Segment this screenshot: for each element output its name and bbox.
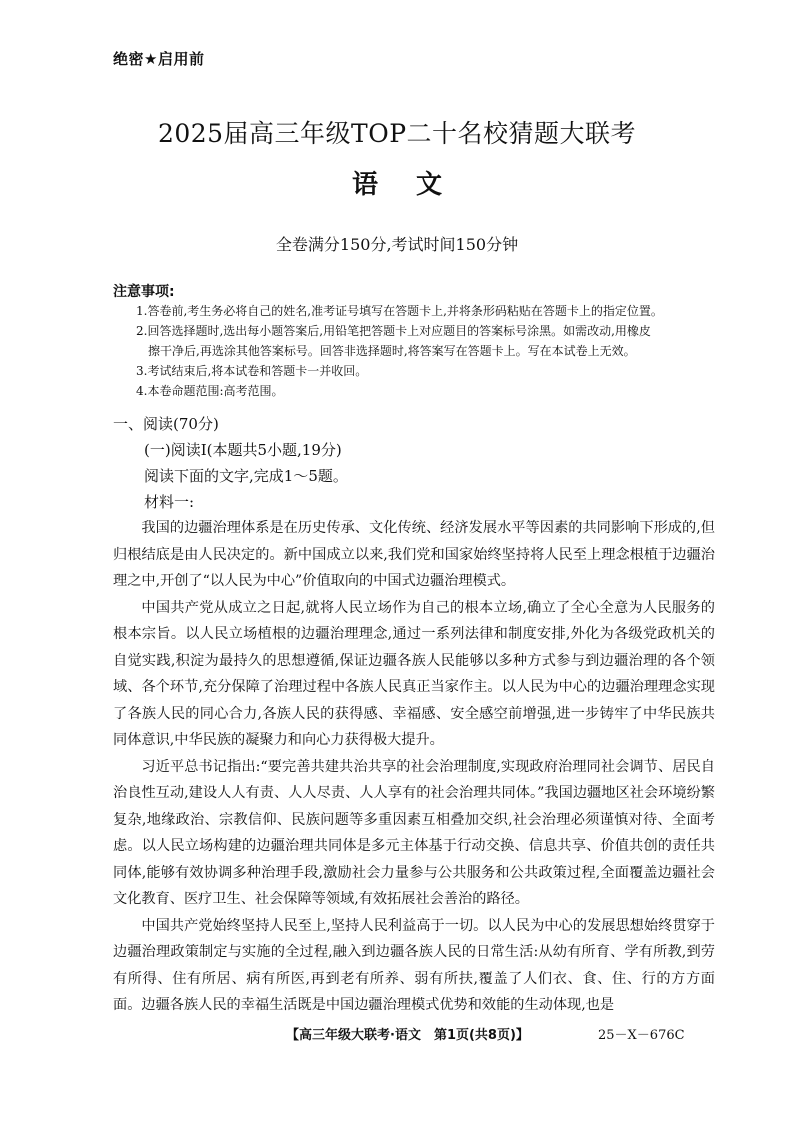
notice-list	[136, 301, 736, 401]
exam-title: 2025届高三年级TOP二十名校猜题大联考	[157, 119, 637, 148]
section-heading: 一、阅读(70分)	[113, 415, 219, 433]
notice-item-continued: 擦干净后,再选涂其他答案标号。回答非选择题时,将答案写在答题卡上。写在本试卷上无效。	[148, 344, 636, 358]
notice-item: 4.本卷命题范围:高考范围。	[136, 384, 284, 398]
footer-exam-code: 25－X－676C	[598, 1028, 685, 1043]
paragraph: 中国共产党始终坚持人民至上,坚持人民利益高于一切。以人民为中心的发展思想始终贯穿于边疆治理政策制定与实施的全过程,融入到边疆各族人民的日常生活:从幼有所育、学有所教,到劳有所得、住有所居、病有所医,再到老有所养、弱有所扶,覆盖了人们衣、食、住、行的方方面面。边疆各族人民的幸福生活既是中国边疆治理模式优势和效能的生动体现,也是	[113, 917, 715, 1013]
reading-instruction: 阅读下面的文字,完成1～5题。	[144, 467, 348, 485]
paragraph: 习近平总书记指出:“要完善共建共治共享的社会治理制度,实现政府治理同社会调节、居民自治良性互动,建设人人有责、人人尽责、人人享有的社会治理共同体。”我国边疆地区社会环境纷繁复杂,地缘政治、宗教信仰、民族问题等多重因素互相叠加交织,社会治理必须谨慎对待、全面考虑。以人民立场构建的边疆治理共同体是多元主体基于行动交换、信息共享、价值共创的责任共同体,能够有效协调多种治理手段,激励社会力量参与公共服务和公共政策过程,全面覆盖边疆社会文化教育、医疗卫生、社会保障等领域,有效拓展社会善治的路径。	[113, 758, 715, 907]
notice-heading: 注意事项:	[113, 284, 175, 300]
material-label: 材料一:	[144, 493, 195, 511]
paragraph: 我国的边疆治理体系是在历史传承、文化传统、经济发展水平等因素的共同影响下形成的,但归根结底是由人民决定的。新中国成立以来,我们党和国家始终坚持将人民至上理念根植于边疆治理之中,开创了“以人民为中心”价值取向的中国式边疆治理模式。	[113, 520, 715, 589]
score-time-info: 全卷满分150分,考试时间150分钟	[275, 235, 519, 254]
notice-item: 1.答卷前,考生务必将自己的姓名,准考证号填写在答题卡上,并将条形码粘贴在答题卡上的指定位置。	[136, 304, 663, 318]
notice-item: 2.回答选择题时,选出每小题答案后,用铅笔把答题卡上对应题目的答案标号涂黑。如需改动,用橡皮	[136, 324, 651, 338]
confidential-label: 绝密★启用前	[113, 50, 205, 68]
notice-item: 3.考试结束后,将本试卷和答题卡一并收回。	[136, 364, 368, 378]
material-text	[113, 515, 715, 1019]
subject-title: 语文	[351, 170, 480, 200]
footer-page-info: 【高三年级大联考·语文 第1页(共8页)】	[286, 1028, 529, 1043]
subsection-heading: (一)阅读Ⅰ(本题共5小题,19分)	[144, 441, 342, 459]
paragraph: 中国共产党从成立之日起,就将人民立场作为自己的根本立场,确立了全心全意为人民服务的根本宗旨。以人民立场植根的边疆治理理念,通过一系列法律和制度安排,外化为各级党政机关的自觉实践,积淀为最持久的思想遵循,保证边疆各族人民能够以多种方式参与到边疆治理的各个领域、各个环节,充分保障了治理过程中各族人民真正当家作主。以人民为中心的边疆治理理念实现了各族人民的同心合力,各族人民的获得感、幸福感、安全感空前增强,进一步铸牢了中华民族共同体意识,中华民族的凝聚力和向心力获得极大提升。	[113, 599, 715, 748]
